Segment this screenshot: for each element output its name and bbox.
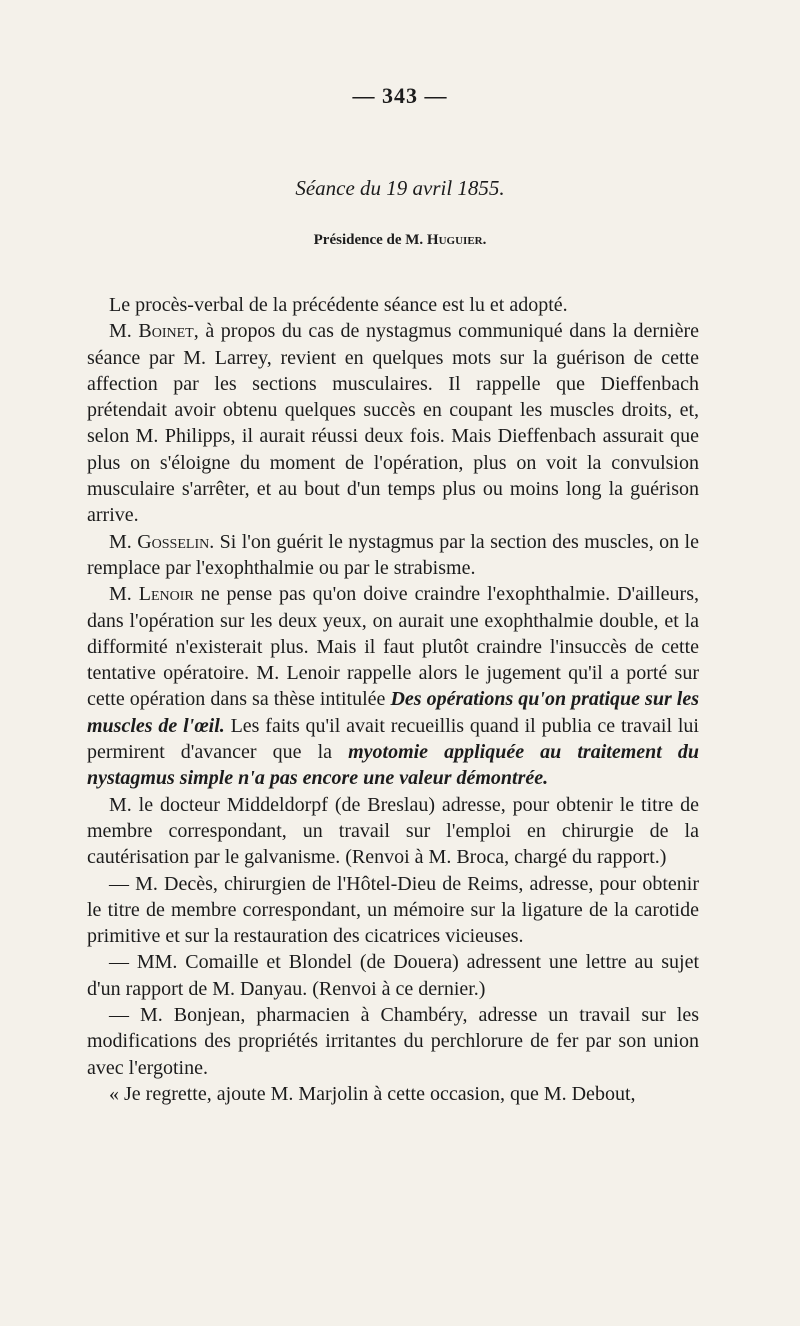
page-number: — 343 — bbox=[352, 83, 448, 108]
president-name: M. Huguier. bbox=[405, 232, 487, 248]
presidency-prefix: Présidence de bbox=[313, 232, 406, 248]
speaker-lenoir: M. Lenoir bbox=[109, 583, 194, 606]
minutes-body bbox=[87, 292, 699, 1107]
speaker-gosselin: M. Gosselin bbox=[109, 530, 210, 553]
paragraph-4-text-a: ne pense pas qu'on doive craindre l'exophthalmie. D'ailleurs, dans l'opération sur les deux yeux, on aurait une exophthalmie double, et la difformité n'existerait plus. Mais il faut plutôt craindre l'insuccès de cette tentative opératoire. M. Lenoir rappelle alors le jugement qu'il a porté sur cette opération dans sa thèse intitulée bbox=[87, 583, 699, 711]
presidency-line bbox=[0, 232, 800, 249]
paragraph-3 bbox=[87, 529, 699, 582]
paragraph-2 bbox=[87, 318, 699, 528]
paragraph-6: — M. Decès, chirurgien de l'Hôtel-Dieu de Reims, adresse, pour obtenir le titre de membre correspondant, un mémoire sur la ligature de la carotide primitive et sur la restauration des cicatrices vicieuses. bbox=[87, 872, 699, 948]
paragraph-1: Le procès-verbal de la précédente séance est lu et adopté. bbox=[109, 294, 568, 316]
session-heading: Séance du 19 avril 1855. bbox=[295, 176, 505, 200]
paragraph-5: M. le docteur Middeldorpf (de Breslau) adresse, pour obtenir le titre de membre correspondant, un travail sur l'emploi en chirurgie de la cautérisation par le galvanisme. (Renvoi à M. Broca, chargé du rapport.) bbox=[87, 793, 699, 869]
thesis-quote: myotomie appliquée au traitement du nystagmus simple n'a pas encore une valeur démontrée. bbox=[87, 741, 699, 790]
paragraph-3-text: . Si l'on guérit le nystagmus par la section des muscles, on le remplace par l'exophthalmie ou par le strabisme. bbox=[87, 530, 699, 579]
paragraph-7: — MM. Comaille et Blondel (de Douera) adressent une lettre au sujet d'un rapport de M. Danyau. (Renvoi à ce dernier.) bbox=[87, 951, 699, 1000]
paragraph-4 bbox=[87, 581, 699, 791]
paragraph-8: — M. Bonjean, pharmacien à Chambéry, adresse un travail sur les modifications des propriétés irritantes du perchlorure de fer par son union avec l'ergotine. bbox=[87, 1004, 699, 1079]
paragraph-2-text: , à propos du cas de nystagmus communiqué dans la dernière séance par M. Larrey, revient en quelques mots sur la guérison de cette affection par les sections musculaires. Il rappelle que Dieffenbach prétendait avoir obtenu quelques succès en coupant les muscles droits, et, selon M. Philipps, il aurait réussi deux fois. Mais Dieffenbach assurait que plus on s'éloigne du moment de l'opération, plus on voit la convulsion musculaire s'arrêter, et au bout d'un temps plus ou moins long la guérison arrive. bbox=[87, 320, 700, 527]
speaker-boinet: M. Boinet bbox=[109, 320, 194, 343]
paragraph-4-text-b: Les faits qu'il avait recueillis quand il publia ce travail lui permirent d'avancer que la bbox=[87, 714, 699, 764]
paragraph-9: « Je regrette, ajoute M. Marjolin à cette occasion, que M. Debout, bbox=[109, 1082, 636, 1105]
thesis-title: Des opérations qu'on pratique sur les muscles de l'œil. bbox=[87, 688, 699, 737]
